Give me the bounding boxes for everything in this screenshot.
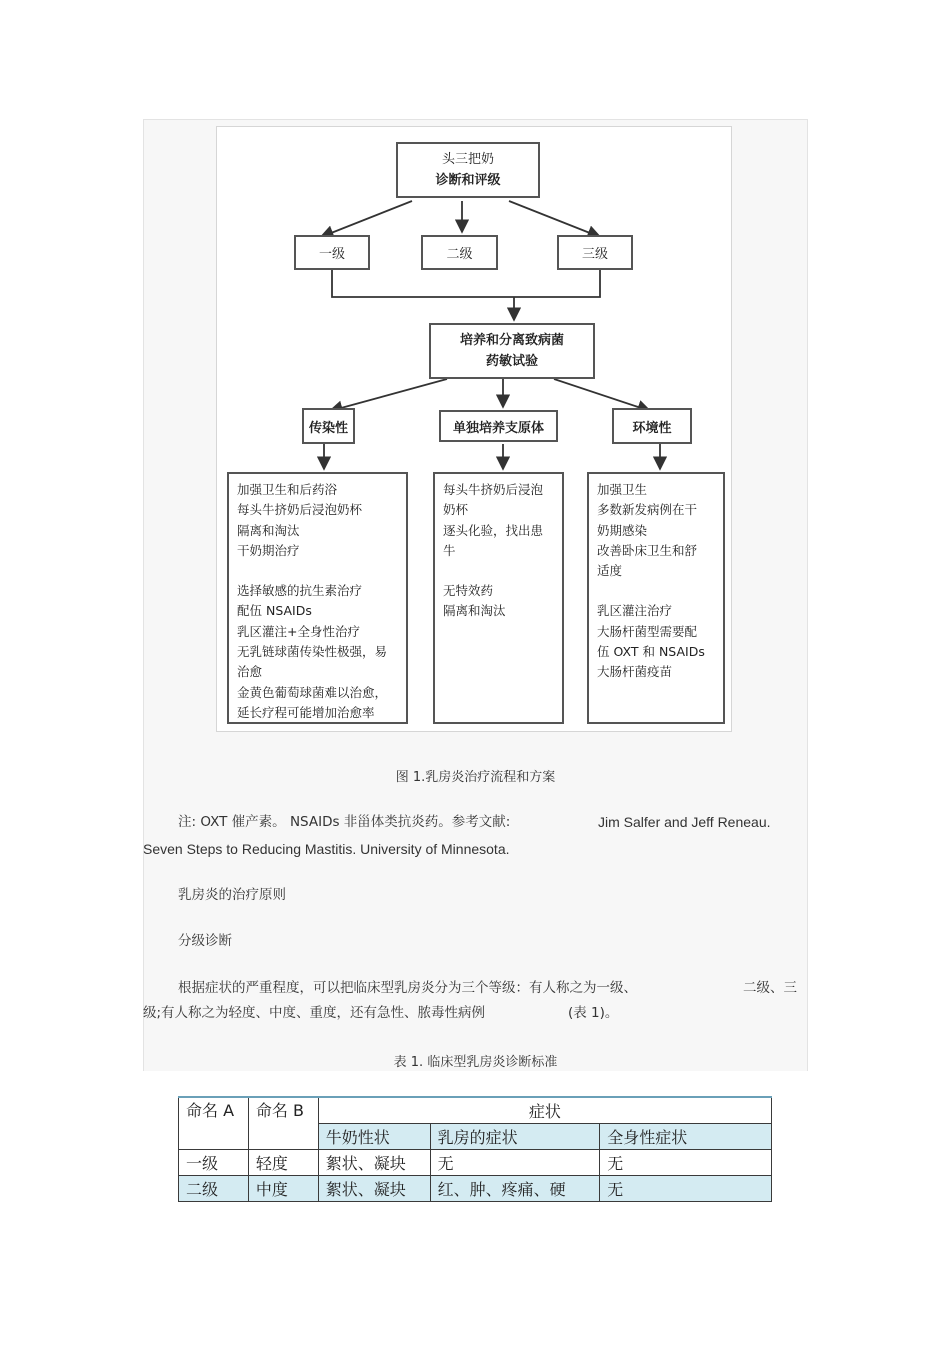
table-cell: 无 <box>600 1150 772 1176</box>
grade-label-3: 三级 <box>581 247 608 262</box>
detail-line: 大肠杆菌疫苗 <box>597 664 673 680</box>
note-part1: 注: OXT 催产素。 NSAIDs 非甾体类抗炎药。参考文献: <box>178 814 511 830</box>
table-cell: 絮状、凝块 <box>318 1150 430 1176</box>
detail-line: 选择敏感的抗生素治疗 <box>237 583 363 599</box>
grade-box-2 <box>421 235 498 270</box>
table-cell: 二级 <box>179 1176 249 1202</box>
detail-line: 奶杯 <box>443 502 469 518</box>
detail-spacer <box>597 581 715 601</box>
table-cell: 无 <box>430 1150 600 1176</box>
table-caption: 表 1. 临床型乳房炎诊断标准 <box>393 1055 558 1070</box>
paragraph-line2b: (表 1)。 <box>568 1005 619 1021</box>
category-box-contagious <box>302 408 355 444</box>
detail-line: 适度 <box>597 563 623 579</box>
detail-line: 伍 OXT 和 NSAIDs <box>597 644 705 660</box>
detail-line: 每头牛挤奶后浸泡 <box>443 482 544 497</box>
detail-box-mycoplasma <box>433 472 564 724</box>
table-cell: 无 <box>600 1176 772 1202</box>
table-cell: 絮状、凝块 <box>318 1176 430 1202</box>
detail-line: 延长疗程可能增加治愈率 <box>237 704 375 720</box>
detail-line: 逐头化验，找出患 <box>443 522 544 538</box>
detail-box-contagious <box>227 472 408 724</box>
subheader-udder: 乳房的症状 <box>430 1124 600 1150</box>
header-symptoms: 症状 <box>318 1097 771 1124</box>
header-name-a: 命名 A <box>179 1097 249 1150</box>
header-name-b: 命名 B <box>248 1097 318 1150</box>
grade-label-1: 一级 <box>318 247 345 262</box>
table-cell: 中度 <box>248 1176 318 1202</box>
detail-line: 无乳链球菌传染性极强，易 <box>237 644 388 660</box>
subheader-milk: 牛奶性状 <box>318 1124 430 1150</box>
note-line2: Seven Steps to Reducing Mastitis. University of Minnesota. <box>143 841 510 857</box>
detail-line: 多数新发病例在干 <box>597 502 698 518</box>
section-heading-grading: 分级诊断 <box>178 933 232 949</box>
table-header-row <box>179 1097 772 1124</box>
paragraph-line1b: 二级、三 <box>743 980 797 996</box>
grade-label-2: 二级 <box>446 247 473 262</box>
detail-line: 奶期感染 <box>597 522 648 538</box>
note-reference-authors: Jim Salfer and Jeff Reneau. <box>598 814 771 830</box>
detail-line: 加强卫生 <box>597 482 648 497</box>
category-box-environmental <box>612 408 692 444</box>
detail-line: 无特效药 <box>443 583 494 599</box>
detail-line: 隔离和淘汰 <box>237 522 300 538</box>
culture-line2: 药敏试验 <box>485 354 538 369</box>
detail-line: 金黄色葡萄球菌难以治愈， <box>237 684 388 700</box>
table-cell: 一级 <box>179 1150 249 1176</box>
detail-line: 配伍 NSAIDs <box>237 603 312 619</box>
flow-top-box <box>396 142 540 198</box>
detail-line: 乳区灌注+全身性治疗 <box>237 623 360 639</box>
figure-caption: 图 1.乳房炎治疗流程和方案 <box>395 770 556 785</box>
flow-top-line2: 诊断和评级 <box>435 173 501 188</box>
culture-box <box>429 323 595 379</box>
detail-line: 大肠杆菌型需要配 <box>597 623 698 639</box>
detail-line: 改善卧床卫生和舒 <box>597 542 698 558</box>
culture-line1: 培养和分离致病菌 <box>459 333 564 348</box>
flowchart-figure <box>216 126 732 732</box>
paragraph-line1a: 根据症状的严重程度，可以把临床型乳房炎分为三个等级：有人称之为一级、 <box>178 980 637 996</box>
detail-line: 每头牛挤奶后浸泡奶杯 <box>237 502 363 518</box>
table-cell: 红、肿、疼痛、硬 <box>430 1176 600 1202</box>
detail-line: 加强卫生和后药浴 <box>237 482 338 497</box>
section-heading-principles: 乳房炎的治疗原则 <box>178 887 286 903</box>
detail-spacer <box>443 561 554 581</box>
paragraph-line2a: 级;有人称之为轻度、中度、重度，还有急性、脓毒性病例 <box>143 1005 486 1021</box>
table-row <box>179 1176 772 1202</box>
grade-box-3 <box>557 235 633 270</box>
table-cell: 轻度 <box>248 1150 318 1176</box>
detail-line: 干奶期治疗 <box>237 542 300 558</box>
grade-box-1 <box>294 235 370 270</box>
flow-top-line1: 头三把奶 <box>441 152 494 167</box>
detail-line: 治愈 <box>237 664 263 680</box>
subheader-systemic: 全身性症状 <box>600 1124 772 1150</box>
category-label-contagious: 传染性 <box>308 420 348 436</box>
detail-line: 乳区灌注治疗 <box>597 603 673 619</box>
table-row <box>179 1150 772 1176</box>
category-label-environmental: 环境性 <box>632 420 672 436</box>
detail-line: 牛 <box>443 542 456 558</box>
detail-box-environmental <box>587 472 725 724</box>
category-box-mycoplasma <box>439 410 558 442</box>
detail-line: 隔离和淘汰 <box>443 603 506 619</box>
category-label-mycoplasma: 单独培养支原体 <box>452 420 544 436</box>
diagnosis-table <box>178 1096 772 1202</box>
note-line1 <box>178 809 510 835</box>
detail-spacer <box>237 561 398 581</box>
